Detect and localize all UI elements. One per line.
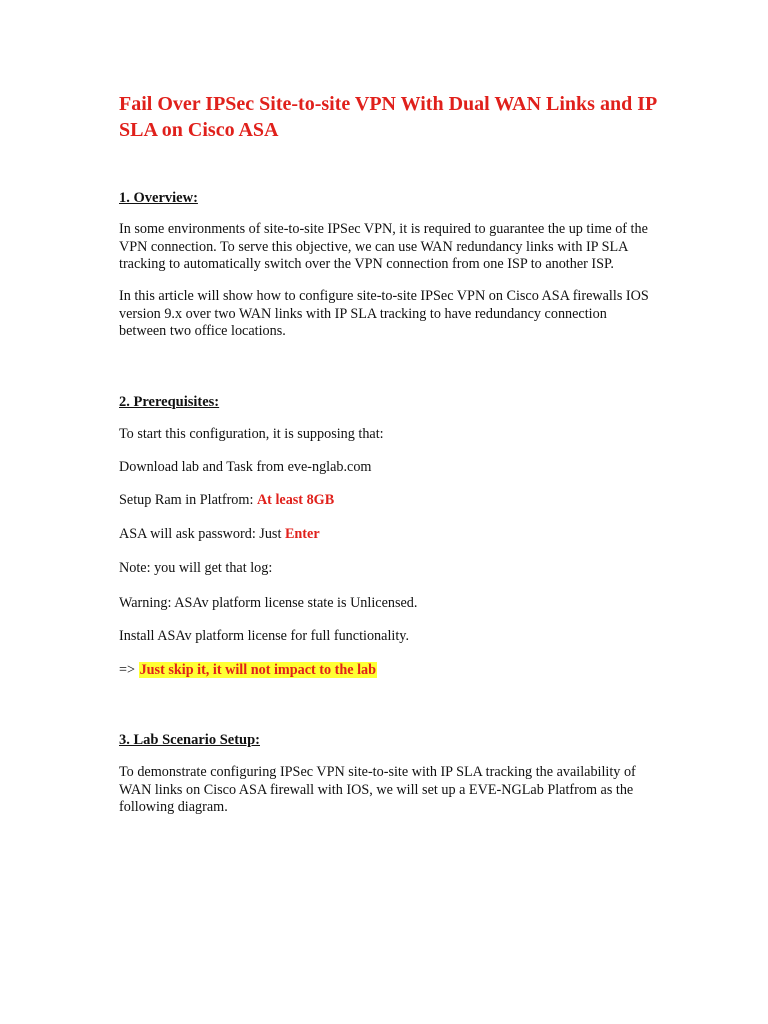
document-title: Fail Over IPSec Site-to-site VPN With Dual WAN Links and IP SLA on Cisco ASA [119,93,657,141]
text-line: To demonstrate configuring IPSec VPN site-to-site with IP SLA tracking the availability of [119,764,636,780]
text-line: VPN connection. To serve this objective, we can use WAN redundancy links with IP SLA [119,238,629,255]
skip-line [119,662,377,680]
text-line: In some environments of site-to-site IPSec VPN, it is required to guarantee the up time of the [119,221,648,237]
text-line: tracking to automatically switch over the VPN connection from one ISP to another ISP. [119,256,614,272]
overview-heading: 1. Overview: [119,190,198,206]
text-line: following diagram. [119,799,228,815]
overview-paragraph-2 [119,288,659,341]
password-line [119,526,320,544]
prerequisites-intro: To start this configuration, it is supposing that: [119,426,384,442]
prerequisites-heading: 2. Prerequisites: [119,394,220,410]
text-line: In this article will show how to configure site-to-site IPSec VPN on Cisco ASA firewalls IOS [119,288,649,304]
download-line: Download lab and Task from eve-nglab.com [119,459,372,475]
lab-setup-paragraph [119,764,659,817]
arrow-text: => [119,662,139,678]
text-line: WAN links on Cisco ASA firewall with IOS, we will set up a EVE-NGLab Platfrom as the [119,781,634,798]
password-label: ASA will ask password: Just [119,526,285,542]
password-value: Enter [284,526,320,542]
ram-value: At least 8GB [256,492,335,508]
text-line: between two office locations. [119,323,286,339]
skip-highlight: Just skip it, it will not impact to the lab [139,662,377,678]
lab-setup-heading: 3. Lab Scenario Setup: [119,732,260,748]
ram-label: Setup Ram in Platfrom: [119,492,257,508]
text-line: version 9.x over two WAN links with IP SLA tracking to have redundancy connection [119,305,607,322]
ram-line [119,492,334,510]
note-line: Note: you will get that log: [119,560,273,576]
install-line: Install ASAv platform license for full functionality. [119,628,409,644]
overview-paragraph-1 [119,221,659,274]
warning-line: Warning: ASAv platform license state is Unlicensed. [119,595,418,611]
